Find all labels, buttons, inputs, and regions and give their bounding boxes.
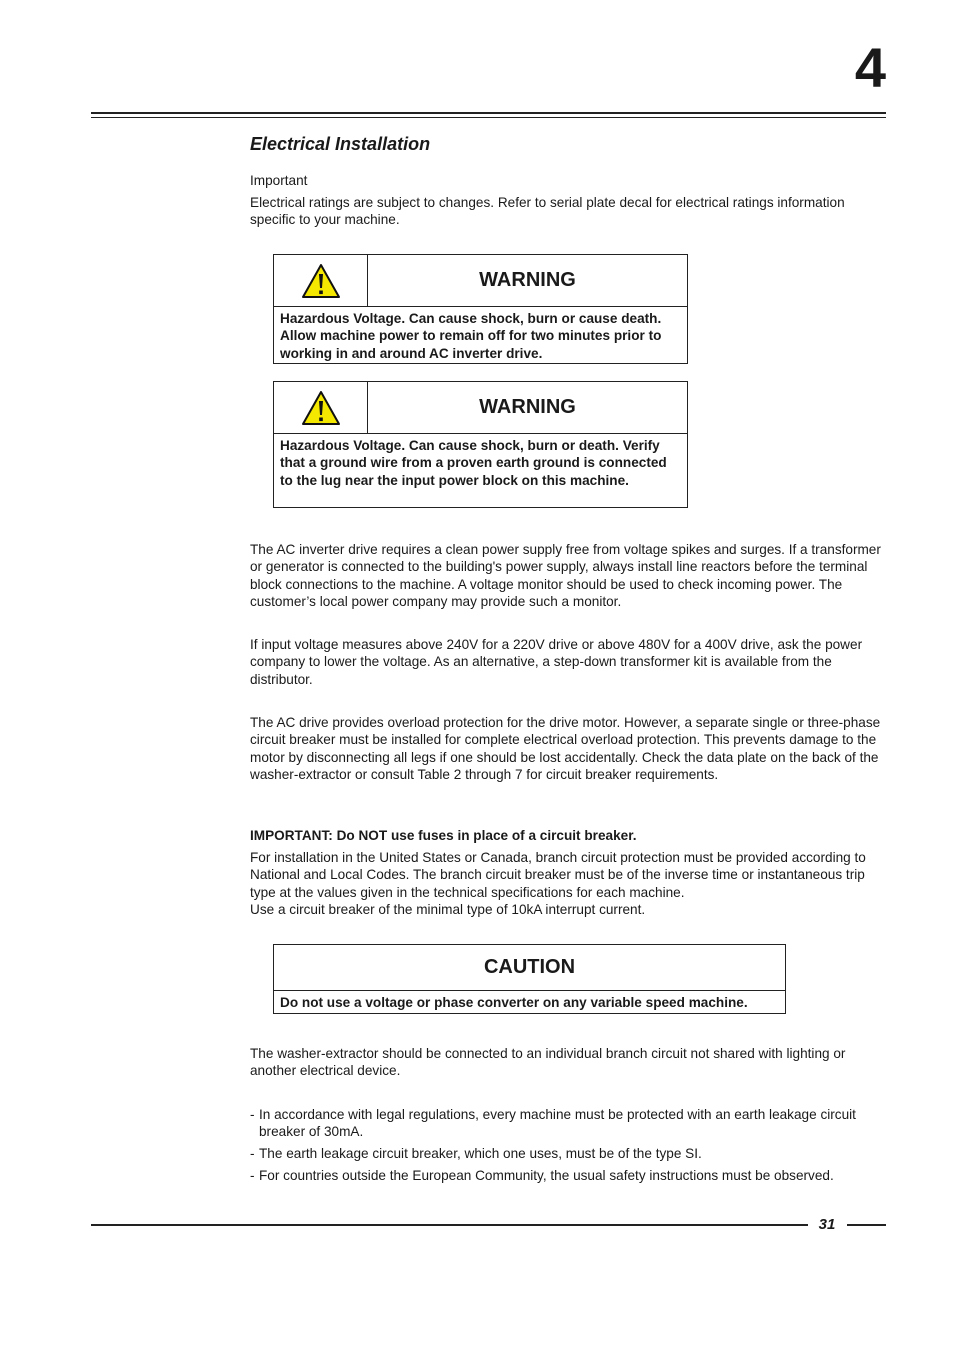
footer-rule-end — [847, 1224, 886, 1226]
footer-rule — [91, 1224, 808, 1226]
bullet-text: For countries outside the European Community, the usual safety instructions must be observed. — [259, 1168, 834, 1183]
section-title: Electrical Installation — [250, 134, 431, 154]
important-label: Important — [250, 173, 308, 188]
bullet-dash: - — [250, 1146, 255, 1161]
list-item — [250, 1167, 886, 1184]
paragraph-breaker-type: Use a circuit breaker of the minimal type of 10kA interrupt current. — [250, 902, 646, 917]
paragraph-individual-circuit: The washer-extractor should be connected to an individual branch circuit not shared with lighting or another electrical device. — [250, 1046, 846, 1079]
important-fuses-note: IMPORTANT: Do NOT use fuses in place of a circuit breaker. — [250, 828, 637, 843]
list-item — [250, 1145, 886, 1162]
important-text: Electrical ratings are subject to changes. Refer to serial plate decal for electrical ratings information specific to your machine. — [250, 195, 845, 228]
warning-text: Hazardous Voltage. Can cause shock, burn or death. Verify that a ground wire from a proven earth ground is connected to the lug near the input power block on this machine. — [280, 438, 667, 488]
page-number: 31 — [818, 1216, 836, 1233]
chapter-number: 4 — [854, 36, 886, 99]
paragraph-input-voltage: If input voltage measures above 240V for a 220V drive or above 480V for a 400V drive, ask the power company to lower the voltage. As an alternative, a step-down transformer kit is available from the distributor. — [250, 637, 863, 687]
header-rule — [91, 112, 886, 114]
warning-box-1 — [273, 254, 688, 364]
warning-box-2 — [273, 381, 688, 508]
list-item — [250, 1106, 886, 1141]
caution-title: CAUTION — [274, 945, 785, 991]
caution-text: Do not use a voltage or phase converter on any variable speed machine. — [280, 995, 748, 1010]
warning-title: WARNING — [479, 396, 576, 418]
paragraph-overload: The AC drive provides overload protection for the drive motor. However, a separate single or three-phase circuit breaker must be installed for complete electrical overload protection. This prevents damage to the motor by disconnecting all legs if one should be lost accidentally. Check the data plate on the back of the washer-extractor or consult Table 2 through 7 for circuit breaker requirements. — [250, 715, 881, 782]
bullet-text: The earth leakage circuit breaker, which one uses, must be of the type SI. — [259, 1146, 702, 1161]
bullet-text: In accordance with legal regulations, every machine must be protected with an earth leakage circuit breaker of 30mA. — [259, 1107, 856, 1140]
warning-triangle-icon — [274, 382, 368, 433]
bullet-dash: - — [250, 1107, 255, 1122]
header-rule-thin — [91, 117, 886, 118]
caution-box — [273, 944, 786, 1014]
warning-text: Hazardous Voltage. Can cause shock, burn or cause death. Allow machine power to remain off for two minutes prior to working in and around AC inverter drive. — [280, 311, 662, 361]
warning-triangle-icon — [274, 255, 368, 306]
paragraph-power-supply: The AC inverter drive requires a clean power supply free from voltage spikes and surges. If a transformer or generator is connected to the building's power supply, always install line reactors before the terminal block connections to the machine. A voltage monitor should be used to check incoming power. The customer’s local power company may provide such a monitor. — [250, 542, 881, 609]
bullet-dash: - — [250, 1168, 255, 1183]
paragraph-branch-protection: For installation in the United States or Canada, branch circuit protection must be provided according to National and Local Codes. The branch circuit breaker must be of the inverse time or instantaneous trip type at the values given in the technical specifications for each machine. — [250, 850, 866, 900]
warning-title: WARNING — [479, 269, 576, 291]
